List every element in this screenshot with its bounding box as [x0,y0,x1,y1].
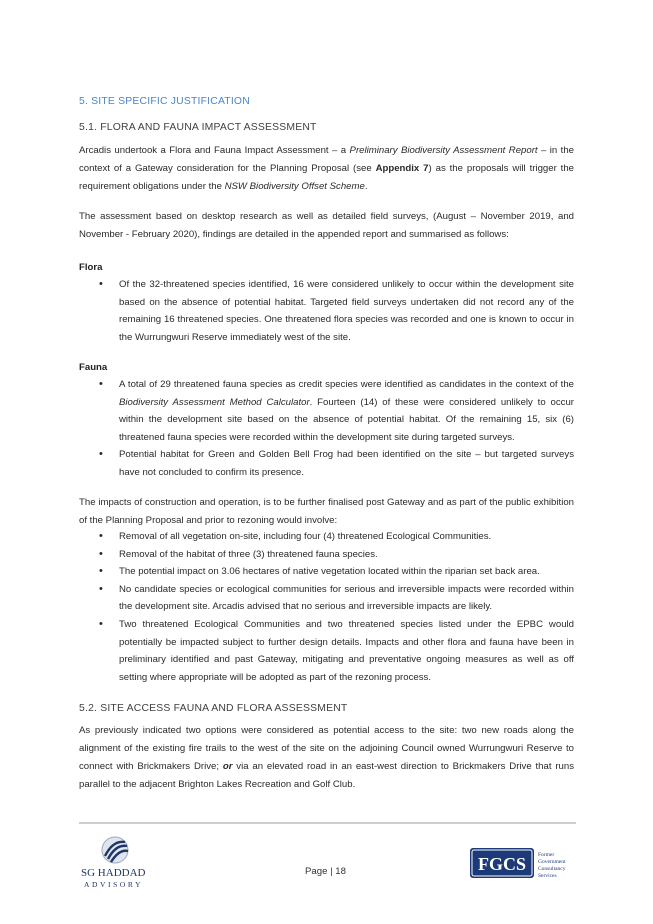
fauna-list [99,376,574,482]
list-item: • The potential impact on 3.06 hectares of native vegetation located within the riparian set back area. [99,563,574,581]
sg-haddad-logo [79,834,159,890]
list-item: • Two threatened Ecological Communities and two threatened species listed under the EPBC would potentially be impacted subject to further design details. Impacts and other flora and fauna have been in preliminary identified and past Gateway, mitigating and preventative ongoing measures as well as off setting where appropriate will be adopted as part of the rezoning process. [99,616,574,686]
fgcs-line-1: Former [538,852,555,858]
fgcs-logo [470,846,580,880]
list-item: • Of the 32-threatened species identified, 16 were considered unlikely to occur within the development site based on the absence of potential habitat. Targeted field surveys undertaken did not record any of the remaining 16 threatened species. One threatened flora species was recorded and one is known to occur in the Wurrungwuri Reserve immediately west of the site. [99,276,574,346]
list-item: • Removal of the habitat of three (3) threatened fauna species. [99,546,574,564]
text-run: A total of 29 threatened fauna species as credit species were identified as candidates in the context of the [119,379,574,390]
paragraph-assessment: The assessment based on desktop research as well as detailed field surveys, (August – November 2019, and November - February 2020), findings are detailed in the appended report and summarised as follows: [79,211,574,240]
list-item: • Potential habitat for Green and Golden Bell Frog had been identified on the site – but targeted surveys have not concluded to confirm its presence. [99,446,574,481]
fgcs-text: FGCS [477,854,527,874]
footer-divider [79,822,576,824]
text-run: Arcadis undertook a Flora and Fauna Impact Assessment – a [79,145,350,156]
fauna-label: Fauna [79,362,108,373]
text-run: – in the context of a Gateway consideration for the Planning Proposal (see [79,145,574,174]
text-run: ) as the proposals will trigger the requirement obligations under the [79,163,575,192]
paragraph-impacts: The impacts of construction and operation, is to be further finalised post Gateway and as part of the public exhibition of the Planning Proposal and prior to rezoning would involve: [79,497,574,526]
logo-line-1: SG HADDAD [81,867,146,879]
appendix-reference: Appendix 7 [375,163,429,174]
text-run: . [364,181,368,192]
paragraph-site-access [79,722,574,794]
emphasis-or: or [222,761,233,772]
text-run: via an elevated road in an east-west direction to Brickmakers Drive that runs parallel to the adjacent Brighton Lakes Recreation and Golf Club. [79,761,574,790]
subsection-heading-5-2: 5.2. SITE ACCESS FAUNA AND FLORA ASSESSMENT [79,703,348,714]
page-number: Page | 18 [305,866,346,877]
paragraph-intro [79,142,574,196]
fgcs-line-4: Services [538,873,557,879]
flora-label: Flora [79,262,103,273]
section-heading: 5. SITE SPECIFIC JUSTIFICATION [79,96,250,107]
subsection-heading-5-1: 5.1. FLORA AND FAUNA IMPACT ASSESSMENT [79,122,317,133]
text-run: As previously indicated two options were considered as potential access to the site: two new roads along the alignment of the existing fire trails to the west of the site on the adjoining Council owned Wurrungwuri Reserve to connect with Brickmakers Drive; [79,725,574,772]
fgcs-line-3: Consultancy [538,866,566,872]
method-name: Biodiversity Assessment Method Calculator [119,396,310,408]
flora-list [99,276,574,346]
list-item [99,376,574,446]
list-item: • No candidate species or ecological communities for serious and irreversible impacts were recorded within the development site. Arcadis advised that no serious and irreversible impacts are likely. [99,581,574,616]
list-item: • Removal of all vegetation on-site, including four (4) threatened Ecological Communities. [99,528,574,546]
sg-haddad-emblem-icon [79,834,159,890]
fgcs-emblem-icon [470,846,580,880]
scheme-name: NSW Biodiversity Offset Scheme [224,181,365,192]
fgcs-line-2: Government [538,859,566,865]
logo-line-2: ADVISORY [84,880,144,889]
text-run: . Fourteen (14) of these were considered unlikely to occur within the development site based on the absence of potential habitat. Of the remaining 15, six (6) threatened fauna species were recorded within the development site during targeted surveys. [119,396,574,443]
report-title: Preliminary Biodiversity Assessment Report [349,145,538,156]
impacts-list [99,528,574,686]
